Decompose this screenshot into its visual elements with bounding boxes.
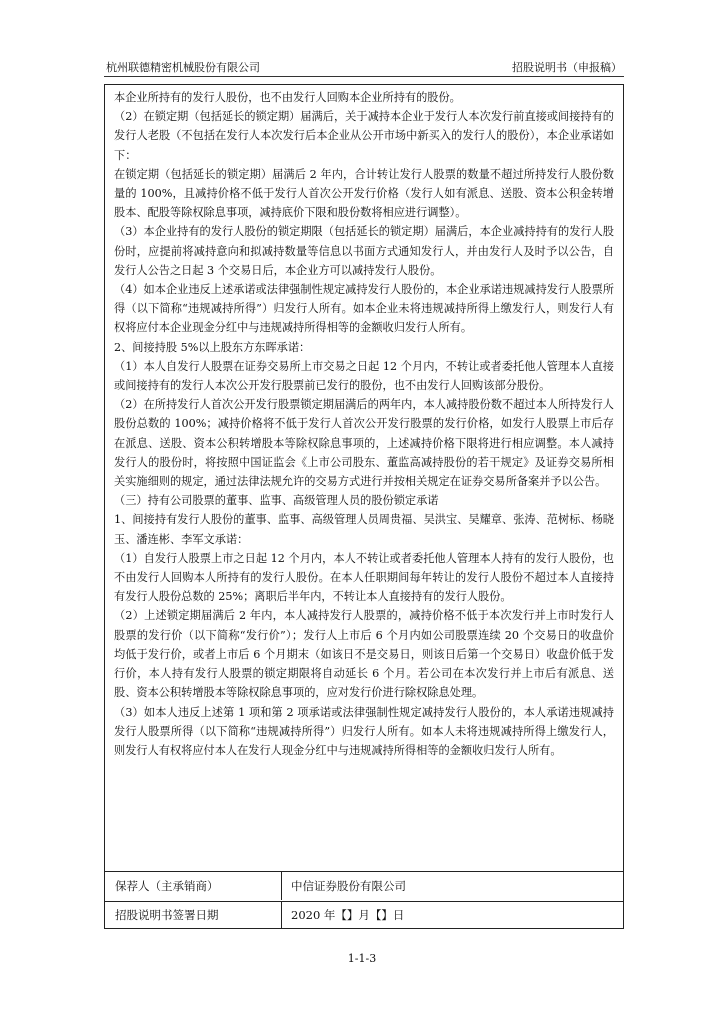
- sponsor-value: 中信证券股份有限公司: [291, 879, 406, 893]
- table-row: [105, 872, 623, 902]
- sponsor-label: 保荐人（主承销商）: [105, 872, 282, 900]
- section-heading: （三）持有公司股票的董事、监事、高级管理人员的股份锁定承诺: [114, 494, 439, 508]
- paragraph: （1）自发行人股票上市之日起 12 个月内，本人不转让或者委托他人管理本人持有的发行人股份，也不由发行人回购本人所持有的发行人股份。在本人任职期间每年转让的发行人股份不超过本人直接持有发行人股份总数的 25%；离职后半年内，不转让本人直接持有的发行人股份。: [114, 551, 614, 604]
- page-number: 1-1-3: [347, 952, 377, 965]
- paragraph: 本企业所持有的发行人股份，也不由发行人回购本企业所持有的股份。: [114, 91, 461, 104]
- table-row: [105, 901, 623, 929]
- content-table: [104, 84, 624, 929]
- paragraph: （2）上述锁定期届满后 2 年内，本人减持发行人股票的，减持价格不低于本次发行并上市时发行人股票的发行价（以下简称“发行价”）；发行人上市后 6 个月内如公司股票连续 20 个交易日的收盘价均低于发行价，或者上市后 6 个月期末（如该日不是交易日，则该日后第一个交易日）收盘价低于发行价，本人持有发行人股票的锁定期限将自动延长 6 个月。若公司在本次发行并上市后有派息、送股、资本公积转增股本等除权除息事项的，应对发行价进行除权除息处理。: [114, 609, 614, 700]
- paragraph: （2）在锁定期（包括延长的锁定期）届满后，关于减持本企业于发行人本次发行前直接或间接持有的发行人老股（不包括在发行人本次发行后本企业从公开市场中新买入的发行人的股份），本企业承诺如下：: [114, 110, 614, 162]
- document-type: 招股说明书（申报稿）: [512, 61, 622, 74]
- commitment-text-cell: [105, 85, 623, 872]
- signing-date-label: 招股说明书签署日期: [105, 901, 282, 929]
- signing-date-value: 2020 年【】月【】日: [291, 908, 405, 922]
- paragraph: 在锁定期（包括延长的锁定期）届满后 2 年内，合计转让发行人股票的数量不超过所持发行人股份数量的 100%，且减持价格不低于发行人首次公开发行价格（发行人如有派息、送股、资本公积金转增股本、配股等除权除息事项，减持底价下限和股份数将相应进行调整）。: [114, 167, 614, 220]
- paragraph: （2）在所持发行人首次公开发行股票锁定期届满后的两年内，本人减持股份数不超过本人所持发行人股份总数的 100%；减持价格将不低于发行人首次公开发行股票的发行价格，如发行人股票上市后存在派息、送股、资本公积转增股本等除权除息事项的，上述减持价格下限将进行相应调整。本人减持发行人的股份时，将按照中国证监会《上市公司股东、董监高减持股份的若干规定》及证券交易所相关实施细则的规定，通过法律法规允许的交易方式进行并按相关规定在证券交易所备案并予以公告。: [114, 398, 614, 489]
- paragraph: 1、间接持有发行人股份的董事、监事、高级管理人员周贵福、吴洪宝、吴耀章、张涛、范树标、杨晓玉、潘连彬、李军文承诺：: [114, 513, 614, 546]
- page-header: [104, 58, 624, 77]
- company-name: 杭州联德精密机械股份有限公司: [106, 61, 260, 74]
- paragraph: （3）如本人违反上述第 1 项和第 2 项承诺或法律强制性规定减持发行人股份的，本人承诺违规减持发行人股票所得（以下简称“违规减持所得”）归发行人所有。如本人未将违规减持所得上缴发行人，则发行人有权将应付本人在发行人现金分红中与违规减持所得相等的金额收归发行人所有。: [114, 705, 614, 757]
- paragraph: （4）如本企业违反上述承诺或法律强制性规定减持发行人股份的，本企业承诺违规减持发行人股票所得（以下简称“违规减持所得”）归发行人所有。如本企业未将违规减持所得上缴发行人，则发行人有权将应付本企业现金分红中与违规减持所得相等的金额收归发行人所有。: [114, 283, 614, 335]
- paragraph: 2、间接持股 5%以上股东方东晖承诺：: [114, 340, 311, 354]
- paragraph: （3）本企业持有的发行人股份的锁定期限（包括延长的锁定期）届满后，本企业减持持有的发行人股份时，应提前将减持意向和拟减持数量等信息以书面方式通知发行人，并由发行人及时予以公告，自发行人公告之日起 3 个交易日后，本企业方可以减持发行人股份。: [114, 225, 614, 277]
- paragraph: （1）本人自发行人股票在证券交易所上市交易之日起 12 个月内，不转让或者委托他人管理本人直接或间接持有的发行人本次公开发行股票前已发行的股份，也不由发行人回购该部分股份。: [114, 359, 614, 393]
